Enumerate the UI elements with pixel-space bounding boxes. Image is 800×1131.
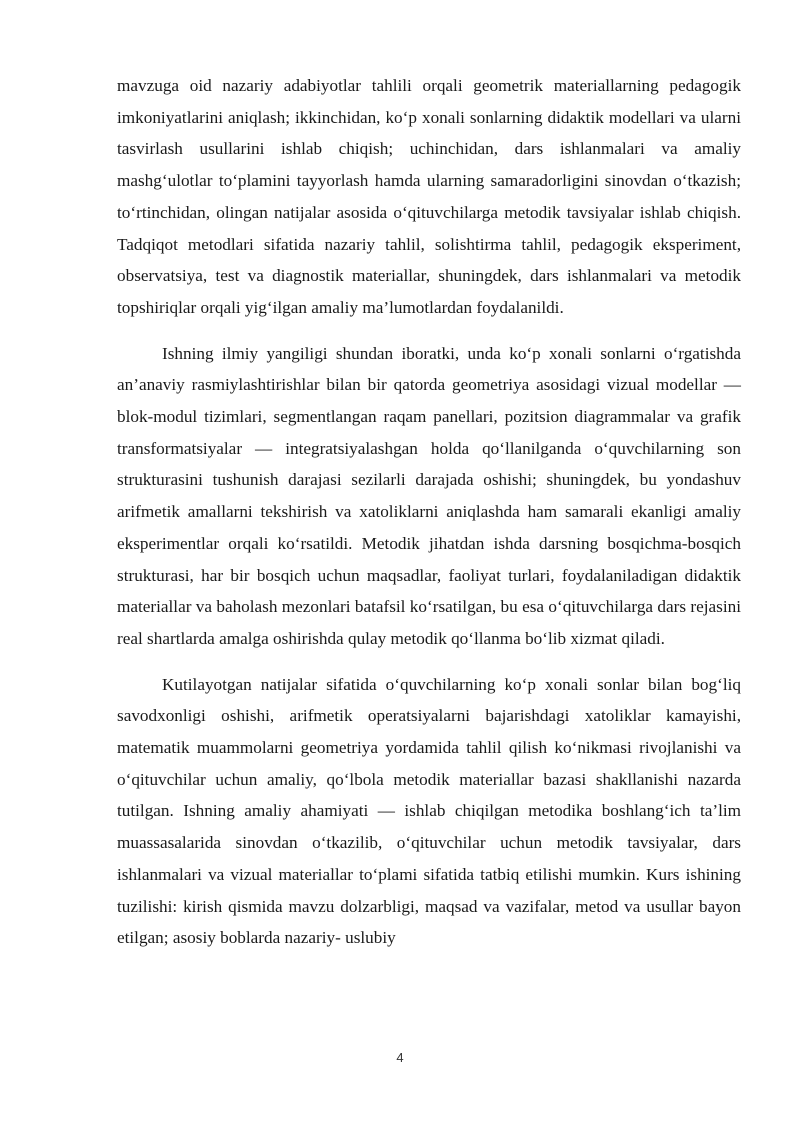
paragraph-2: Ishning ilmiy yangiligi shundan iboratki, unda ko‘p xonali sonlarni o‘rgatishda an’anaviy rasmiylashtirishlar bilan bir qatorda geometriya asosidagi vizual modellar — blok-modul tizimlari, segmentlangan raqam panellari, pozitsion diagrammalar va grafik transformatsiyalar — integratsiyalashgan holda qo‘llanilganda o‘quvchilarning son strukturasini tushunish darajasi sezilarli darajada oshishi; shuningdek, bu yondashuv arifmetik amallarni tekshirish va xatoliklarni aniqlashda ham samarali ekanligi amaliy eksperimentlar orqali ko‘rsatildi. Metodik jihatdan ishda darsning bosqichma-bosqich strukturasi, har bir bosqich uchun maqsadlar, faoliyat turlari, foydalaniladigan didaktik materiallar va baholash mezonlari batafsil ko‘rsatilgan, bu esa o‘qituvchilarga dars rejasini real shartlarda amalga oshirishda qulay metodik qo‘llanma bo‘lib xizmat qiladi. <box>117 343 741 648</box>
paragraph-3: Kutilayotgan natijalar sifatida o‘quvchilarning ko‘p xonali sonlar bilan bog‘liq savodxonligi oshishi, arifmetik operatsiyalarni bajarishdagi xatoliklar kamayishi, matematik muammolarni geometriya yordamida tahlil qilish ko‘nikmasi rivojlanishi va o‘qituvchilar uchun amaliy, qo‘lbola metodik materiallar bazasi shakllanishi nazarda tutilgan. Ishning amaliy ahamiyati — ishlab chiqilgan metodika boshlang‘ich ta’lim muassasalarida sinovdan o‘tkazilib, o‘qituvchilar uchun metodik tavsiyalar, dars ishlanmalari va vizual materiallar to‘plami sifatida tatbiq etilishi mumkin. Kurs ishining tuzilishi: kirish qismida mavzu dolzarbligi, maqsad va vazifalar, metod va usullar bayon etilgan; asosiy boblarda nazariy- uslubiy <box>117 674 741 948</box>
paragraph-1: mavzuga oid nazariy adabiyotlar tahlili orqali geometrik materiallarning pedagogik imkoniyatlarini aniqlash; ikkinchidan, ko‘p xonali sonlarning didaktik modellari va ularni tasvirlash usullarini ishlab chiqish; uchinchidan, dars ishlanmalari va amaliy mashg‘ulotlar to‘plamini tayyorlash hamda ularning samaradorligini sinovdan o‘tkazish; to‘rtinchidan, olingan natijalar asosida o‘qituvchilarga metodik tavsiyalar ishlab chiqish. Tadqiqot metodlari sifatida nazariy tahlil, solishtirma tahlil, pedagogik eksperiment, observatsiya, test va diagnostik materiallar, shuningdek, dars ishlanmalari va metodik topshiriqlar orqali yig‘ilgan amaliy ma’lumotlardan foydalanildi. <box>117 76 741 317</box>
body-text <box>117 70 741 954</box>
page-number: 4 <box>396 1050 404 1065</box>
